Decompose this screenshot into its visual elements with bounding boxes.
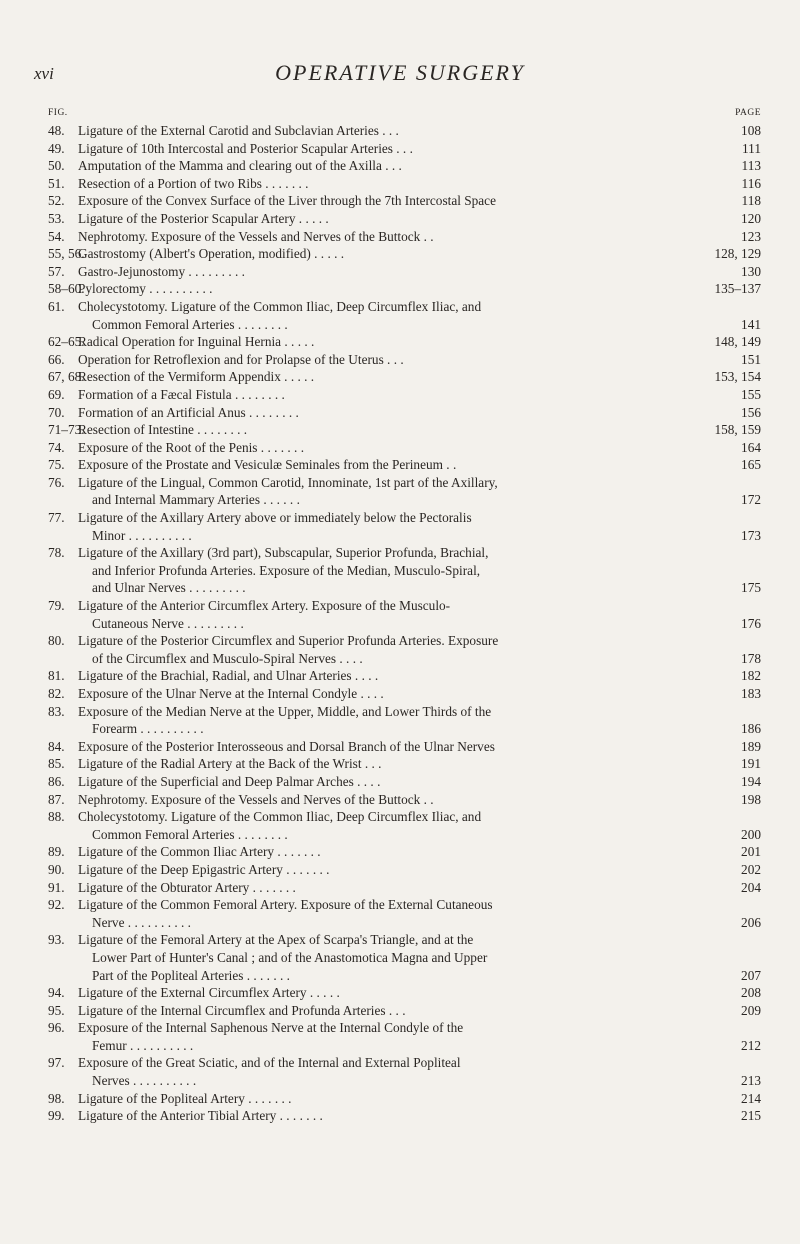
figure-caption-line: Formation of a Fæcal Fistula . . . . . . . .: [78, 386, 285, 402]
page-reference: 176: [741, 615, 761, 631]
figure-caption-line: and Ulnar Nerves . . . . . . . . .: [92, 580, 246, 596]
page-reference: 173: [741, 527, 761, 543]
figure-number: 80.: [48, 633, 65, 649]
figure-caption-line: Ligature of the Anterior Tibial Artery . . . . . . .: [78, 1108, 323, 1124]
figure-list: [48, 122, 761, 1125]
figure-number: 52.: [48, 193, 65, 209]
figure-caption-line: and Inferior Profunda Arteries. Exposure of the Median, Musculo-Spiral,: [92, 562, 481, 578]
figure-caption-line: Ligature of the Axillary Artery above or immediately below the Pectoralis: [78, 510, 472, 526]
figure-caption-line: Exposure of the Median Nerve at the Upper, Middle, and Lower Thirds of the: [78, 703, 492, 719]
list-item: [48, 1002, 761, 1020]
page-reference: 191: [741, 756, 761, 772]
figure-caption-line: Ligature of the Deep Epigastric Artery . . . . . . .: [78, 861, 330, 877]
page-reference: 189: [741, 738, 761, 754]
figure-number: 94.: [48, 985, 65, 1001]
list-item: [48, 368, 761, 386]
figure-caption-line: Amputation of the Mamma and clearing out of the Axilla . . .: [78, 158, 402, 174]
page-reference: 215: [741, 1108, 761, 1124]
list-item: [48, 931, 761, 984]
figure-caption-line: Ligature of the External Circumflex Artery . . . . .: [78, 985, 340, 1001]
page-reference: 141: [741, 316, 761, 332]
list-item: [48, 896, 761, 931]
figure-caption-line: Exposure of the Great Sciatic, and of the Internal and External Popliteal: [78, 1055, 461, 1071]
figure-caption-line: Exposure of the Convex Surface of the Liver through the 7th Intercostal Space: [78, 193, 496, 209]
figure-number: 77.: [48, 510, 65, 526]
list-item: [48, 1107, 761, 1125]
figure-number: 49.: [48, 140, 65, 156]
figure-caption-line: of the Circumflex and Musculo-Spiral Nerves . . . .: [92, 650, 363, 666]
figure-caption-line: Ligature of the Posterior Scapular Artery . . . . .: [78, 210, 329, 226]
page-reference: 201: [741, 844, 761, 860]
figure-number: 54.: [48, 228, 65, 244]
figure-caption-line: Cholecystotomy. Ligature of the Common Iliac, Deep Circumflex Iliac, and: [78, 809, 482, 825]
figure-caption-line: Gastrostomy (Albert's Operation, modified) . . . . .: [78, 246, 345, 262]
page-reference: 175: [741, 580, 761, 596]
figure-caption-line: Exposure of the Root of the Penis . . . . . . .: [78, 439, 305, 455]
page-reference: 158, 159: [714, 422, 761, 438]
list-item: [48, 210, 761, 228]
figure-number: 48.: [48, 123, 65, 138]
figure-caption-line: Exposure of the Internal Saphenous Nerve at the Internal Condyle of the: [78, 1020, 464, 1036]
figure-number: 97.: [48, 1055, 65, 1071]
page-reference: 113: [741, 158, 761, 174]
figure-caption-line: Ligature of the Internal Circumflex and Profunda Arteries . . .: [78, 1002, 406, 1018]
figure-number: 81.: [48, 668, 65, 684]
figure-caption-line: Minor . . . . . . . . . .: [92, 527, 192, 543]
figure-caption-line: Cutaneous Nerve . . . . . . . . .: [92, 615, 244, 631]
figure-caption-line: Ligature of 10th Intercostal and Posterior Scapular Arteries . . .: [78, 140, 413, 156]
figure-caption-line: Exposure of the Posterior Interosseous and Dorsal Branch of the Ulnar Nerves: [78, 738, 495, 754]
column-headings: [48, 108, 761, 122]
page-reference: 156: [741, 404, 761, 420]
list-item: [48, 791, 761, 809]
figure-number: 66.: [48, 351, 65, 367]
list-item: [48, 509, 761, 544]
page-reference: 165: [741, 457, 761, 473]
list-item: [48, 544, 761, 597]
figure-caption-line: Exposure of the Ulnar Nerve at the Internal Condyle . . . .: [78, 686, 384, 701]
figure-number: 84.: [48, 738, 65, 754]
page-reference: 206: [741, 914, 761, 930]
list-item: [48, 1019, 761, 1054]
page-reference: 204: [741, 879, 761, 895]
list-item: [48, 667, 761, 685]
page-reference: 194: [741, 773, 761, 789]
list-item: [48, 632, 761, 667]
list-item: [48, 597, 761, 632]
list-item: [48, 245, 761, 263]
page-reference: 208: [741, 985, 761, 1001]
list-item: [48, 263, 761, 281]
figure-caption-line: Resection of the Vermiform Appendix . . . . .: [78, 369, 315, 385]
figure-caption-line: Pylorectomy . . . . . . . . . .: [78, 281, 213, 297]
figure-caption-line: Ligature of the Radial Artery at the Back of the Wrist . . .: [78, 756, 382, 772]
figure-caption-line: Nerves . . . . . . . . . .: [92, 1073, 197, 1089]
figure-number: 87.: [48, 791, 65, 807]
list-item: [48, 773, 761, 791]
page-reference: 200: [741, 826, 761, 842]
figure-number: 58–60.: [48, 281, 85, 297]
figure-caption-line: Ligature of the Common Iliac Artery . . . . . . .: [78, 844, 321, 860]
figure-caption-line: Ligature of the Axillary (3rd part), Subscapular, Superior Profunda, Brachial,: [78, 545, 489, 561]
page-column-heading: PAGE: [735, 108, 761, 118]
figure-number: 71–73.: [48, 422, 85, 438]
list-item: [48, 333, 761, 351]
list-item: [48, 1090, 761, 1108]
figure-number: 92.: [48, 897, 65, 913]
figure-caption-line: Lower Part of Hunter's Canal ; and of the Anastomotica Magna and Upper: [92, 949, 488, 965]
list-item: [48, 703, 761, 738]
page-header: [30, 60, 770, 90]
figure-number: 96.: [48, 1020, 65, 1036]
figure-caption-line: Ligature of the Superficial and Deep Palmar Arches . . . .: [78, 773, 381, 789]
figure-number: 82.: [48, 686, 65, 701]
figure-caption-line: Ligature of the Popliteal Artery . . . . . . .: [78, 1090, 292, 1106]
list-item: [48, 685, 761, 703]
figure-number: 98.: [48, 1090, 65, 1106]
figure-number: 76.: [48, 474, 65, 490]
figure-caption-line: Nerve . . . . . . . . . .: [92, 914, 191, 930]
figure-caption-line: Ligature of the Lingual, Common Carotid, Innominate, 1st part of the Axillary,: [78, 474, 498, 490]
figure-number: 61.: [48, 298, 65, 314]
figure-caption-line: Ligature of the Brachial, Radial, and Ulnar Arteries . . . .: [78, 668, 379, 684]
figure-number: 93.: [48, 932, 65, 948]
figure-caption-line: Formation of an Artificial Anus . . . . . . . .: [78, 404, 299, 420]
page-reference: 183: [741, 686, 761, 701]
figure-number: 85.: [48, 756, 65, 772]
figure-caption-line: Common Femoral Arteries . . . . . . . .: [92, 826, 288, 842]
list-item: [48, 228, 761, 246]
page-reference: 135–137: [714, 281, 761, 297]
page-reference: 186: [741, 721, 761, 737]
page-reference: 212: [741, 1037, 761, 1053]
list-item: [48, 984, 761, 1002]
list-item: [48, 843, 761, 861]
figure-number: 88.: [48, 809, 65, 825]
list-item: [48, 280, 761, 298]
list-item: [48, 386, 761, 404]
page-reference: 172: [741, 492, 761, 508]
figure-caption-line: Radical Operation for Inguinal Hernia . . . . .: [78, 334, 315, 350]
page-reference: 130: [741, 263, 761, 279]
page-reference: 148, 149: [714, 334, 761, 350]
figure-caption-line: Ligature of the Common Femoral Artery. Exposure of the External Cutaneous: [78, 897, 493, 913]
list-item: [48, 140, 761, 158]
figure-number: 62–65.: [48, 334, 85, 350]
list-item: [48, 351, 761, 369]
list-item: [48, 157, 761, 175]
page-reference: 123: [741, 228, 761, 244]
figure-number: 86.: [48, 773, 65, 789]
list-item: [48, 404, 761, 422]
figure-caption-line: Ligature of the Femoral Artery at the Apex of Scarpa's Triangle, and at the: [78, 932, 474, 948]
page-reference: 213: [741, 1073, 761, 1089]
page-reference: 207: [741, 967, 761, 983]
figure-caption-line: Forearm . . . . . . . . . .: [92, 721, 204, 737]
figure-number: 90.: [48, 861, 65, 877]
page-number: xvi: [34, 64, 54, 83]
figure-caption-line: Nephrotomy. Exposure of the Vessels and Nerves of the Buttock . .: [78, 228, 434, 244]
page-reference: 116: [741, 175, 761, 191]
figure-caption-line: Cholecystotomy. Ligature of the Common Iliac, Deep Circumflex Iliac, and: [78, 298, 482, 314]
list-item: [48, 738, 761, 756]
figure-number: 95.: [48, 1002, 65, 1018]
list-item: [48, 421, 761, 439]
page-reference: 111: [742, 140, 761, 156]
figure-number: 53.: [48, 210, 65, 226]
figure-number: 91.: [48, 879, 65, 895]
list-item: [48, 439, 761, 457]
figure-number: 99.: [48, 1108, 65, 1124]
running-title: OPERATIVE SURGERY: [275, 60, 525, 85]
page-reference: 214: [741, 1090, 761, 1106]
figure-number: 50.: [48, 158, 65, 174]
figure-number: 74.: [48, 439, 65, 455]
figure-caption-line: Exposure of the Prostate and Vesiculæ Seminales from the Perineum . .: [78, 457, 457, 473]
figure-caption-line: Part of the Popliteal Arteries . . . . . . .: [92, 967, 290, 983]
figure-caption-line: and Internal Mammary Arteries . . . . . .: [92, 492, 300, 508]
page-reference: 198: [741, 791, 761, 807]
page-reference: 202: [741, 861, 761, 877]
list-item: [48, 456, 761, 474]
figure-number: 79.: [48, 598, 65, 614]
figure-caption-line: Resection of a Portion of two Ribs . . . . . . .: [78, 175, 309, 191]
list-item: [48, 474, 761, 509]
page-reference: 153, 154: [714, 369, 761, 385]
page-reference: 118: [741, 193, 761, 209]
list-item: [48, 808, 761, 843]
figure-number: 67, 68.: [48, 369, 85, 385]
figure-caption-line: Resection of Intestine . . . . . . . .: [78, 422, 248, 438]
page-reference: 182: [741, 668, 761, 684]
figure-caption-line: Common Femoral Arteries . . . . . . . .: [92, 316, 288, 332]
figure-number: 51.: [48, 175, 65, 191]
page-reference: 178: [741, 650, 761, 666]
figure-number: 55, 56.: [48, 246, 85, 262]
figure-caption-line: Ligature of the Obturator Artery . . . . . . .: [78, 879, 296, 895]
page-reference: 120: [741, 210, 761, 226]
page-reference: 128, 129: [714, 246, 761, 262]
page-reference: 164: [741, 439, 761, 455]
page-reference: 155: [741, 386, 761, 402]
figure-number: 69.: [48, 386, 65, 402]
figure-caption-line: Femur . . . . . . . . . .: [92, 1037, 194, 1053]
figure-caption-line: Ligature of the Posterior Circumflex and Superior Profunda Arteries. Exposure: [78, 633, 499, 649]
figure-number: 57.: [48, 263, 65, 279]
figure-number: 78.: [48, 545, 65, 561]
page-reference: 108: [741, 123, 761, 138]
figure-number: 75.: [48, 457, 65, 473]
list-item: [48, 1054, 761, 1089]
list-item: [48, 192, 761, 210]
list-item: [48, 861, 761, 879]
list-item: [48, 122, 761, 140]
fig-column-heading: FIG.: [48, 108, 68, 118]
figure-number: 89.: [48, 844, 65, 860]
list-item: [48, 175, 761, 193]
figure-caption-line: Operation for Retroflexion and for Prolapse of the Uterus . . .: [78, 351, 404, 367]
figure-caption-line: Nephrotomy. Exposure of the Vessels and Nerves of the Buttock . .: [78, 791, 434, 807]
page-reference: 209: [741, 1002, 761, 1018]
list-item: [48, 298, 761, 333]
figure-caption-line: Gastro-Jejunostomy . . . . . . . . .: [78, 263, 245, 279]
list-item: [48, 879, 761, 897]
page-reference: 151: [741, 351, 761, 367]
list-item: [48, 755, 761, 773]
figure-number: 83.: [48, 703, 65, 719]
figure-caption-line: Ligature of the Anterior Circumflex Artery. Exposure of the Musculo-: [78, 598, 451, 614]
figure-number: 70.: [48, 404, 65, 420]
figure-caption-line: Ligature of the External Carotid and Subclavian Arteries . . .: [78, 123, 399, 138]
